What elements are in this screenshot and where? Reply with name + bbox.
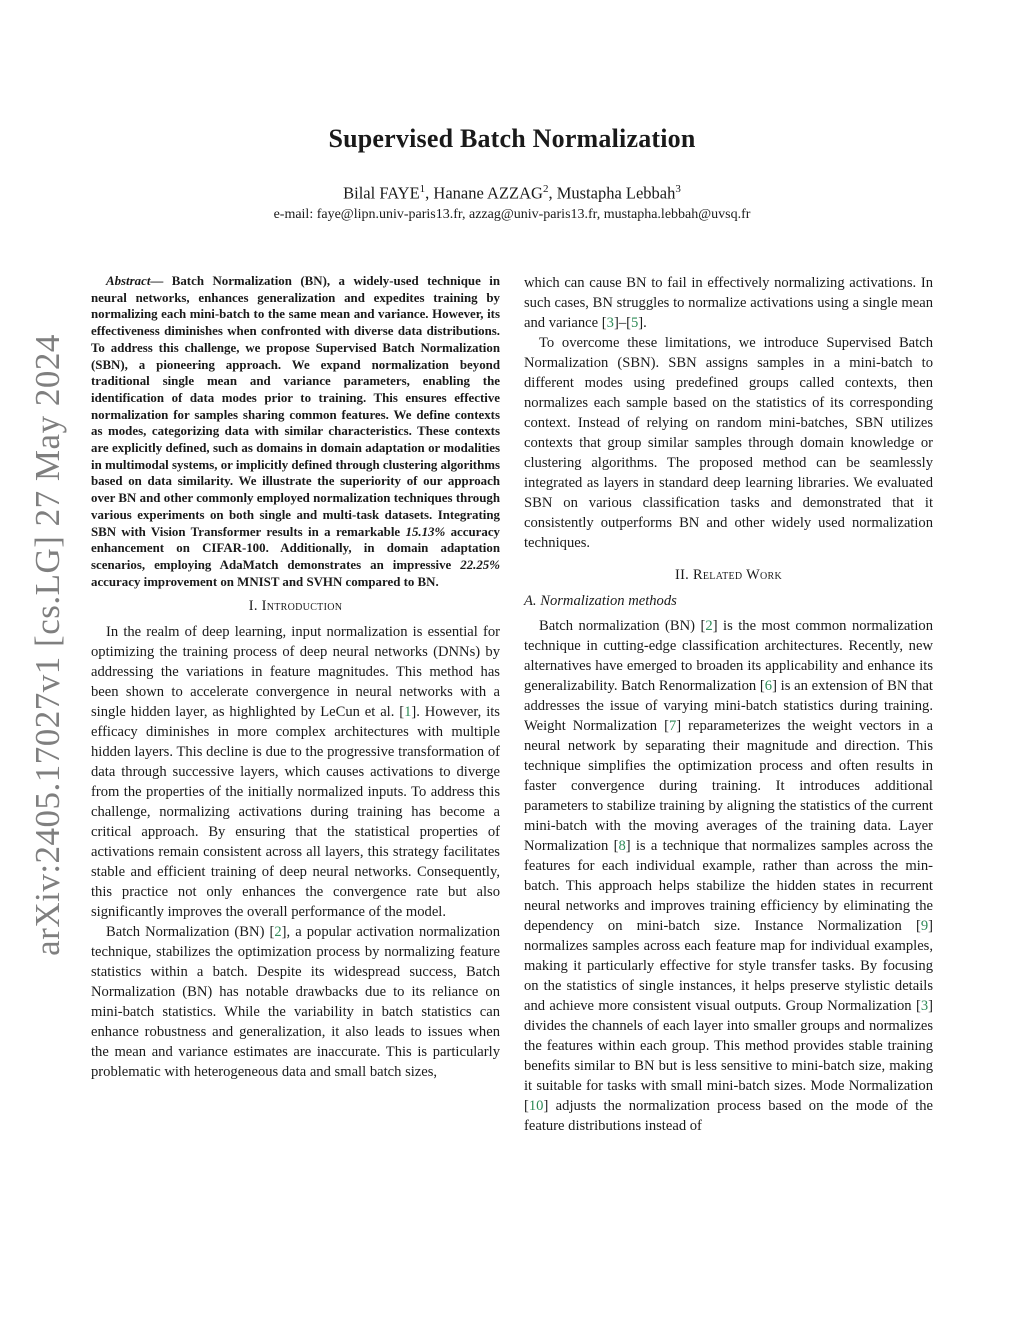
- author-list: Bilal FAYE$^1$, Hanane AZZAG$^2$, Mustapha Lebbah$^3$: [343, 183, 681, 203]
- right-column: [524, 273, 933, 1136]
- author-name: Hanane AZZAG: [433, 183, 543, 203]
- related-work-paragraph: Batch normalization (BN) [2] is the most common normalization technique in cutting-edge classification architectures. Recently, new alternatives have emerged to broaden its applicability and enhance its generalizability. Batch Renormalization [6] is an extension of BN that addresses the issue of varying mini-batch statistics during training. Weight Normalization [7] reparameterizes the weight vectors in a neural network by separating their magnitude and direction. This technique simplifies the optimization process and often results in faster convergence during training. It introduces additional parameters to stabilize training by aligning the statistics of the current mini-batch with the moving averages of the training data. Layer Normalization [8] is a technique that normalizes samples across the features for each individual example, rather than across the min-batch. This approach helps stabilize the hidden states in recurrent neural networks and improves training efficiency by eliminating the dependency on mini-batch size. Instance Normalization [9] normalizes samples across each feature map for individual examples, making it particularly effective for style transfer tasks. By focusing on the statistics of single instances, it helps preserve stylistic details and achieve more consistent visual outputs. Group Normalization [3] divides the channels of each layer into smaller groups and normalizes the features within each group. This method provides stable training benefits similar to BN but is less sensitive to mini-batch size, making it suitable for tasks with small mini-batch sizes. Mode Normalization [10] adjusts the normalization process based on the mode of the feature distributions instead of: [524, 618, 934, 1134]
- citation-link[interactable]: 9: [920, 918, 929, 934]
- citation-link[interactable]: 8: [618, 838, 626, 854]
- abstract: Abstract— Batch Normalization (BN), a widely-used technique in neural networks, enhances generalization and expedites training by normalizing each mini-batch to the same mean and variance. However, its effectiveness diminishes when confronted with diverse data distributions. To address this challenge, we propose Supervised Batch Normalization (SBN), a pioneering approach. We expand normalization beyond traditional single mean and variance parameters, enabling the identification of data modes prior to training. This ensures effective normalization for samples sharing common features. We define contexts as modes, categorizing data with similar characteristics. These contexts are explicitly defined, such as domains in domain adaptation or modalities in multimodal systems, or implicitly defined through clustering algorithms based on data similarity. We illustrate the superiority of our approach over BN and other commonly employed normalization techniques through various experiments on both single and multi-task datasets. Integrating SBN with Vision Transformer results in a remarkable 15.13% accuracy enhancement on CIFAR-100. Additionally, in domain adaptation scenarios, employing AdaMatch demonstrates an impressive 22.25% accuracy improvement on MNIST and SVHN compared to BN.: [91, 274, 501, 589]
- citation-link[interactable]: 3: [606, 315, 614, 331]
- highlight-value: 15.13%: [405, 524, 446, 539]
- citation-link[interactable]: 3: [920, 998, 929, 1014]
- affiliation-mark: 3: [675, 183, 681, 195]
- citation-link[interactable]: 10: [528, 1098, 544, 1114]
- author-name: Mustapha Lebbah: [556, 183, 676, 203]
- author-name: Bilal FAYE: [343, 183, 420, 203]
- intro-paragraph: which can cause BN to fail in effectively normalizing activations. In such cases, BN struggles to normalize activations using a single mean and variance [3]–[5].: [524, 275, 933, 331]
- author-emails: e-mail: faye@lipn.univ-paris13.fr, azzag@univ-paris13.fr, mustapha.lebbah@uvsq.fr: [273, 207, 751, 222]
- citation-link[interactable]: 1: [404, 704, 412, 721]
- citation-link[interactable]: 5: [630, 315, 639, 331]
- section-heading-related-work: II. Related Work: [675, 567, 782, 583]
- section-heading-introduction: I. Introduction: [248, 598, 343, 615]
- intro-paragraph: In the realm of deep learning, input normalization is essential for optimizing the training process of deep neural networks (DNNs) by addressing the variations in feature magnitudes. This method has been shown to accelerate convergence in neural networks with a single hidden layer, as highlighted by LeCun et al. [1]. However, its efficacy diminishes in more complex architectures with multiple hidden layers. This decline is due to the progressive transformation of data through successive layers, which causes activations to diverge from the properties of the initially normalized inputs. To address this challenge, normalizing activations during training has become a critical approach. By ensuring that the statistical properties of activations remain consistent across all layers, this strategy facilitates stable and efficient training of deep neural networks. Consequently, this practice not only enhances the convergence rate but also significantly improves the overall performance of the model.: [91, 624, 500, 921]
- citation-link[interactable]: 2: [274, 924, 282, 941]
- paper-title: Supervised Batch Normalization: [328, 124, 696, 153]
- abstract-label: Abstract: [106, 274, 151, 288]
- arxiv-watermark: arXiv:2405.17027v1 [cs.LG] 27 May 2024: [28, 334, 67, 956]
- subsection-heading: A. Normalization methods: [524, 593, 677, 609]
- affiliation-mark: 1: [419, 183, 426, 195]
- intro-paragraph: Batch Normalization (BN) [2], a popular activation normalization technique, stabilizes the optimization process by normalizing feature statistics within a batch. Despite its widespread success, Batch Normalization (BN) has notable drawbacks due to its reliance on mini-batch statistics. While the variability in batch statistics can enhance robustness and generalization, it also leads to issues when the mean and variance estimates are inaccurate. This is particularly problematic with heterogeneous data and small batch sizes,: [91, 924, 500, 1081]
- highlight-value: 22.25%: [460, 557, 500, 572]
- citation-link[interactable]: 2: [705, 618, 713, 634]
- citation-link[interactable]: 7: [668, 718, 677, 734]
- affiliation-mark: 2: [542, 183, 549, 195]
- citation-link[interactable]: 6: [764, 678, 773, 694]
- intro-paragraph: To overcome these limitations, we introduce Supervised Batch Normalization (SBN). SBN assigns samples in a mini-batch to different modes using predefined groups called contexts, then normalizes each sample based on the statistics of its corresponding context. Instead of relying on random mini-batches, SBN utilizes contexts that group similar samples through domain knowledge or clustering algorithms. The proposed method can be seamlessly integrated as layers in standard deep learning libraries. We evaluated SBN on various classification tasks and demonstrated that it consistently outperforms BN and other widely used normalization techniques.: [524, 335, 933, 551]
- left-column: [91, 273, 500, 1082]
